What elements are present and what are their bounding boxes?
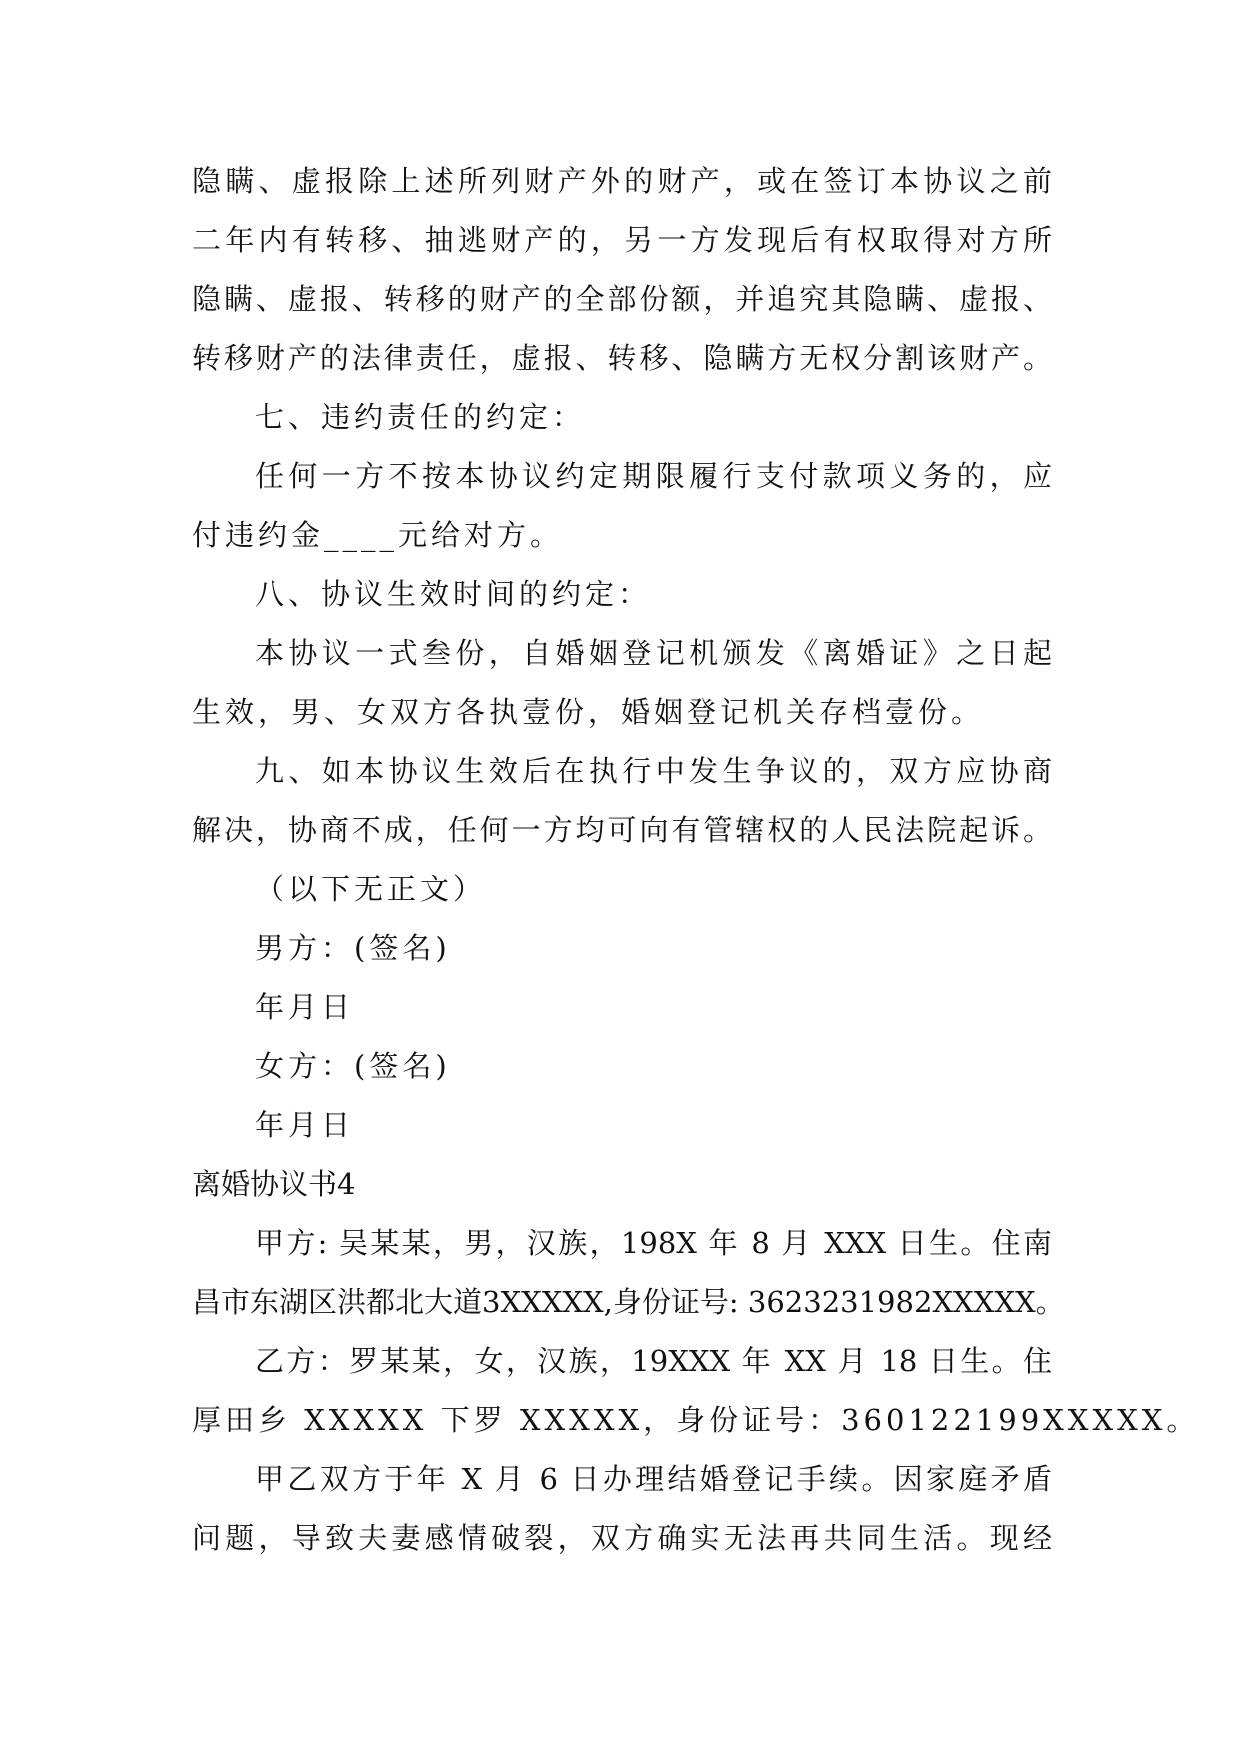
- section-heading-breach: 七、违约责任的约定：: [255, 400, 586, 434]
- party-b-info: 乙方：罗某某，女，汉族，19XXX 年 XX 月 18 日生。住: [255, 1344, 1052, 1378]
- text-line: 隐瞒、虚报除上述所列财产外的财产，或在签订本协议之前: [192, 164, 1052, 198]
- party-a-info: 甲方: 吴某某，男，汉族，198X 年 8 月 XXX 日生。住南: [255, 1226, 1052, 1260]
- document-title: 离婚协议书4: [192, 1167, 356, 1201]
- male-signature-date: 年月日: [255, 990, 355, 1024]
- text-line: 二年内有转移、抽逃财产的，另一方发现后有权取得对方所: [192, 223, 1052, 257]
- document-body: [192, 152, 1200, 1568]
- text-line: 问题，导致夫妻感情破裂，双方确实无法再共同生活。现经: [192, 1521, 1052, 1555]
- section-heading-dispute: 九、如本协议生效后在执行中发生争议的，双方应协商: [255, 754, 1052, 788]
- female-signature-label: 女方：(签名): [255, 1049, 451, 1083]
- text-line: 厚田乡 XXXXX 下罗 XXXXX，身份证号：360122199XXXXX。: [192, 1403, 1200, 1437]
- text-line: 付违约金____元给对方。: [192, 518, 564, 552]
- male-signature-label: 男方：(签名): [255, 931, 451, 965]
- section-heading-effective-time: 八、协议生效时间的约定：: [255, 577, 652, 611]
- text-line: 隐瞒、虚报、转移的财产的全部份额，并追究其隐瞒、虚报、: [192, 282, 1052, 316]
- end-of-text-note: （以下无正文）: [255, 872, 487, 906]
- marriage-info: 甲乙双方于年 X 月 6 日办理结婚登记手续。因家庭矛盾: [255, 1462, 1052, 1496]
- text-line: 解决，协商不成，任何一方均可向有管辖权的人民法院起诉。: [192, 813, 1052, 847]
- text-line: 转移财产的法律责任，虚报、转移、隐瞒方无权分割该财产。: [192, 341, 1052, 375]
- text-line: 昌市东湖区洪都北大道3XXXXX,身份证号: 3623231982XXXXX。: [192, 1285, 1065, 1319]
- text-line: 生效，男、女双方各执壹份，婚姻登记机关存档壹份。: [192, 695, 985, 729]
- female-signature-date: 年月日: [255, 1108, 355, 1142]
- text-line: 任何一方不按本协议约定期限履行支付款项义务的，应: [255, 459, 1052, 493]
- text-line: 本协议一式叁份，自婚姻登记机颁发《离婚证》之日起: [255, 636, 1052, 670]
